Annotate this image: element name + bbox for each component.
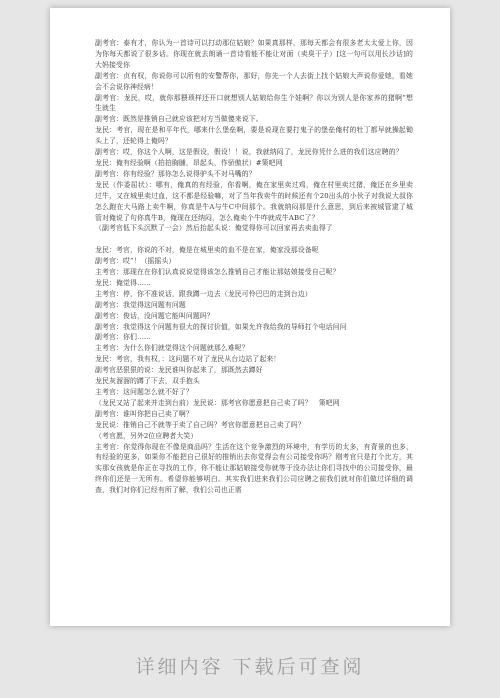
paragraph: 副考官：既然是推销自己就应该把对方当做傻来说下。 <box>95 115 263 124</box>
paragraph: 副考官：哎，你这个人啊，这是假设，假设！！说，我就纳闷了，龙民你凭什么进的我们这应聘的？ <box>95 148 403 157</box>
paragraph: 副考官：谁叫你把自己卖了啊？ <box>95 409 193 418</box>
document-page <box>50 8 450 626</box>
paragraph: 副考官：俊话，没问题它能叫问题吗？ <box>95 311 214 320</box>
paragraph: 龙民：俺觉得…… <box>95 278 151 287</box>
paragraph-spacer <box>95 234 413 245</box>
paragraph: 副考官恶狠狠的说：龙民谁叫你起来了，那既然去蹲好 <box>95 366 263 375</box>
paragraph: 副考官：贞有权，你说你可以所有的安警帮你，那好，你先一个人去街上找个姑娘大声说你爱她，看她会不会说你神经病！ <box>95 71 413 91</box>
paragraph: （考官愿，另外2位应聘者大笑） <box>95 431 198 440</box>
paragraph: 副考官：泰有才，你认为一首诗可以打动那位姑娘？如果真那样，那每天都会有很多老太太爱上你，因为你每天都说了很多话。你现在就去朗诵一首诗看能不能让对面（卖臭干子）[这一句可以用长沙话]的大妈接受你 <box>95 39 413 69</box>
paragraph: 副考官：我觉得这个问题有很大的探讨价值，如果允许我给我的导师打个电话问问 <box>95 322 347 331</box>
paragraph: （龙民又站了起来并走到台前）龙民说：那考官你愿意把自己卖了吗？ 策吧网 <box>95 398 340 407</box>
paragraph: 副考官：你们…… <box>95 333 151 342</box>
paragraph: 副考官：龙民，哎，就你那猥琐样还开口就想别人姑娘给你生个娃啊？你以为别人是你家养的猪啊”想生就生 <box>95 93 413 113</box>
paragraph: 龙民：俺有经验啊（拍拍胸脯，昂起头，作骄傲状）#策吧网 <box>95 158 283 167</box>
paragraph: 龙民说：推销自己不就等于卖了自己吗？考官你愿意把自己卖了吗？ <box>95 420 305 429</box>
paragraph: 龙民：考官，你说的不对，俺是在城里卖的血不是在家，俺家没那设备呢 <box>95 246 319 255</box>
paragraph: 主考官：那现在在你们认真说说觉得该怎么推销自己才能让那姑娘接受自己呢？ <box>95 268 340 277</box>
paragraph: 主考官：为什么你们就觉得这个问题就那么难呢？ <box>95 344 249 353</box>
paragraph: 龙民：考官，现在是和平年代，哪来什么堡垒啊，要是说现在要打鬼子的堡垒俺村的牡丁都早就操起锄头上了，还轮得上俺吗？ <box>95 126 413 146</box>
paragraph: 龙民（作委屈状）：哪有，俺真的有经验，你看啊，俺在家里卖过鸡，俺在村里卖过猪，俺还在乡里卖过牛，又在城里卖过血，这不都是经验嘛，对了当年我卖牛的时候还有个20出头的小伙子对我说大叔你怎么跑在大马路上卖牛啊，你真是牛A与牛C中间那个。我就纳闷那是什么意思，到后来被城管逮了城管对俺说了句你真牛B，俺现在还纳闷，怎么俺卖个牛咋就成牛ABC了？ <box>95 180 413 222</box>
paragraph: 主考官：停，你不准说话，跟我蹲一边去（龙民可怜巴巴的走到台边） <box>95 289 312 298</box>
download-hint-caption: 详细内容 下载后可查阅 <box>135 656 365 678</box>
paragraph: （副考官低下头沉默了一会）然后抬起头说：俺觉得你可以回家再去卖血得了 <box>95 224 333 233</box>
paragraph: 副考官：你有经验？那你怎么说得驴头不对马嘴的？ <box>95 169 256 178</box>
paragraph: 副考官：哎”！（摇摇头） <box>95 257 176 266</box>
paragraph: 副考官：我觉得这问题有问题 <box>95 300 186 309</box>
paragraph: 龙民灰溜溜的蹲了下去，双手抱头 <box>95 377 200 386</box>
document-body <box>95 38 413 496</box>
paragraph: 龙民：考官，我有权，：这问题不对了龙民从台边站了起来！ <box>95 355 281 364</box>
paragraph: 主考官：你觉得你现在不像是商品吗？生活在这个竞争激烈的环境中，有学历的太多，有背景的也多，有经验的更多，如果你不能把自己很好的推销出去你觉得会有公司接受你吗？刚考官只是打个比方，其实那女孩就是你正在寻找的工作，你不能让那姑娘接受你就等于没办法让你们寻找中的公司接受你，最终你们还是一无所有。希望你能够明白。其实我们进来我们公司应聘之前我们就对你们做过详细的调查，我们对你们已经有所了解，我们公司也正需 <box>95 442 413 495</box>
paragraph: 主考官：这问题怎么就不好了？ <box>95 387 193 396</box>
